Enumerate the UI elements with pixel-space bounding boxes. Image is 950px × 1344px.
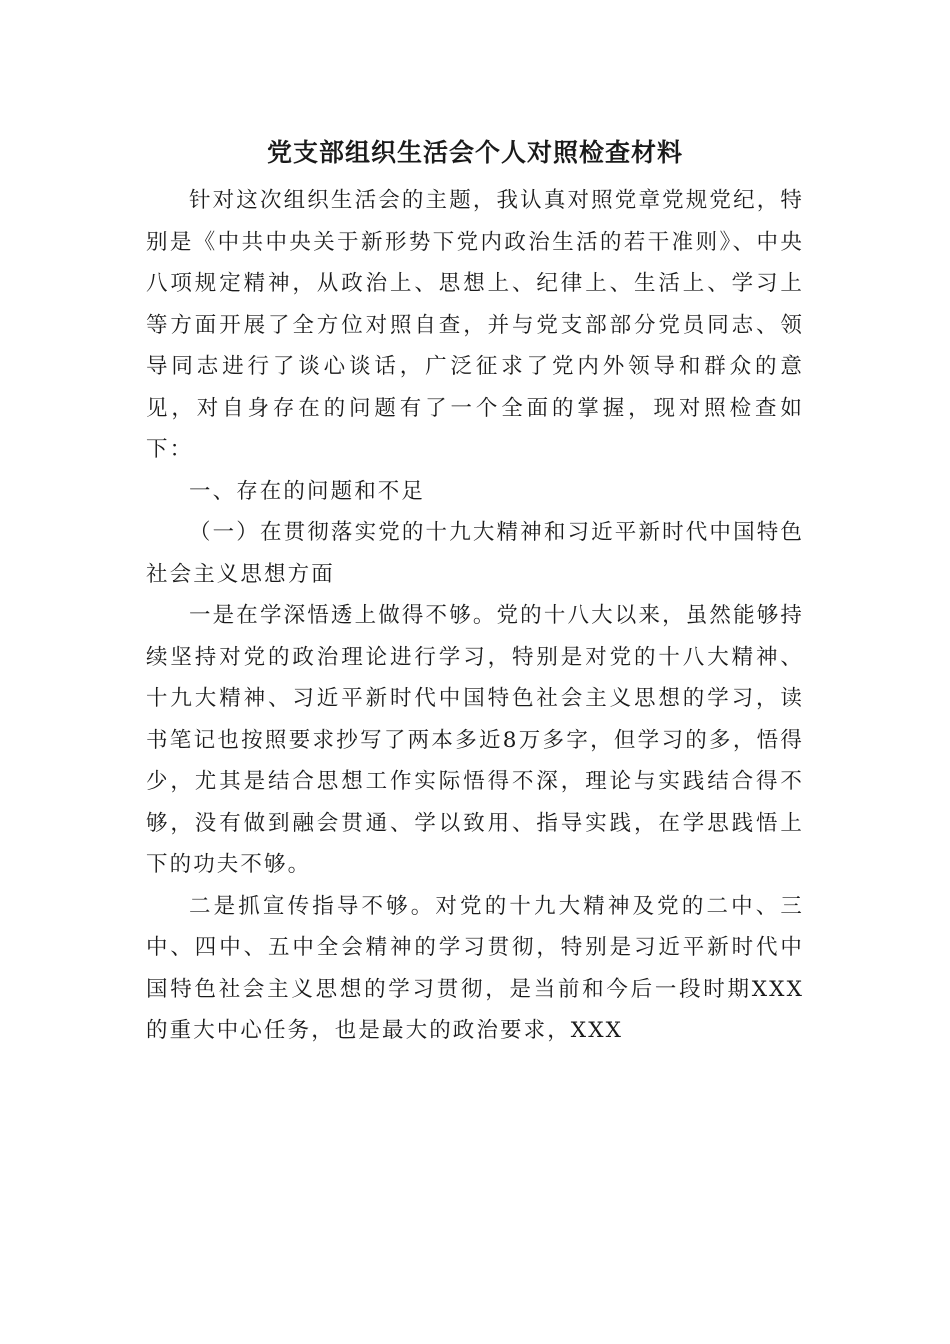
section-heading: 一、存在的问题和不足 xyxy=(189,478,426,504)
document-body xyxy=(146,180,804,1052)
body-paragraph: 二是抓宣传指导不够。对党的十九大精神及党的二中、三中、四中、五中全会精神的学习贯彻，特别是习近平新时代中国特色社会主义思想的学习贯彻，是当前和今后一段时期XXX的重大中心任务，也是最大的政治要求，XXX xyxy=(146,893,804,1043)
subsection-heading: （一）在贯彻落实党的十九大精神和习近平新时代中国特色社会主义思想方面 xyxy=(146,520,804,587)
intro-paragraph: 针对这次组织生活会的主题，我认真对照党章党规党纪，特别是《中共中央关于新形势下党内政治生活的若干准则》、中央八项规定精神，从政治上、思想上、纪律上、生活上、学习上等方面开展了全方位对照自查，并与党支部部分党员同志、领导同志进行了谈心谈话，广泛征求了党内外领导和群众的意见，对自身存在的问题有了一个全面的掌握，现对照检查如下： xyxy=(146,188,804,462)
body-paragraph: 一是在学深悟透上做得不够。党的十八大以来，虽然能够持续坚持对党的政治理论进行学习，特别是对党的十八大精神、十九大精神、习近平新时代中国特色社会主义思想的学习，读书笔记也按照要求抄写了两本多近8万多字，但学习的多，悟得少，尤其是结合思想工作实际悟得不深，理论与实践结合得不够，没有做到融会贯通、学以致用、指导实践，在学思践悟上下的功夫不够。 xyxy=(146,603,804,877)
document-title: 党支部组织生活会个人对照检查材料 xyxy=(266,138,683,167)
